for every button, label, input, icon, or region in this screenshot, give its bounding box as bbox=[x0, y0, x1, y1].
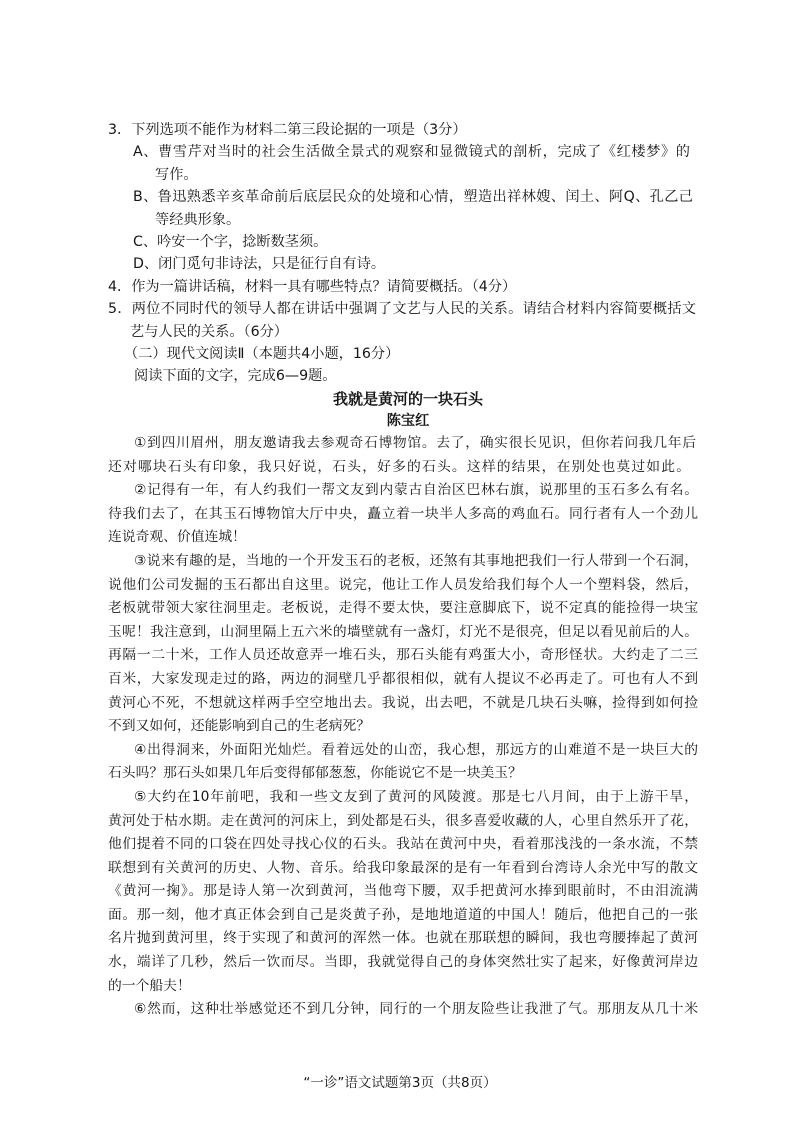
paragraph-4-line-1: ④出得洞来，外面阳光灿烂。看着远处的山峦，我心想，那远方的山难道不是一块巨大的 bbox=[134, 741, 698, 758]
paragraph-2-line-1: ②记得有一年，有人约我们一帮文友到内蒙古自治区巴林右旗，说那里的玉石多么有名。 bbox=[134, 482, 698, 499]
paragraph-3-line-3: 老板就带领大家往洞里走。老板说，走得不要太快，要注意脚底下，说不定真的能捡得一块宝 bbox=[108, 600, 698, 617]
article-title: 我就是黄河的一块石头 bbox=[332, 389, 483, 408]
paragraph-3-line-4: 玉呢！我注意到，山洞里隔上五六米的墙壁就有一盏灯，灯光不是很亮，但足以看见前后的人。 bbox=[108, 623, 698, 640]
option-d: D、闭门觅句非诗法，只是征行自有诗。 bbox=[133, 256, 386, 273]
option-a-line-1: A、曹雪芹对当时的社会生活做全景式的观察和显微镜式的剖析，完成了《红楼梦》的 bbox=[133, 144, 690, 161]
paragraph-3-line-7: 黄河心不死，不想就这样两手空空地出去。我说，出去吧，不就是几块石头嘛，捡得到如何捡 bbox=[108, 694, 698, 711]
paragraph-3-line-2: 说他们公司发掘的玉石都出自这里。说完，他让工作人员发给我们每个人一个塑料袋，然后， bbox=[108, 576, 698, 593]
reading-instruction: 阅读下面的文字，完成6—9题。 bbox=[134, 368, 337, 385]
question-3-stem: 3．下列选项不能作为材料二第三段论据的一项是（3分） bbox=[108, 122, 467, 138]
article-author: 陈宝红 bbox=[386, 413, 430, 430]
paragraph-5-line-9: 的一个船夫！ bbox=[108, 977, 191, 994]
paragraph-5-line-2: 黄河处于枯水期。走在黄河的河床上，到处都是石头，很多喜爱收藏的人，心里自然乐开了花， bbox=[108, 812, 698, 829]
paragraph-5-line-4: 联想到有关黄河的历史、人物、音乐。给我印象最深的是有一年看到台湾诗人余光中写的散文 bbox=[108, 859, 698, 876]
paragraph-5-line-7: 名片抛到黄河里，终于实现了和黄河的浑然一体。也就在那联想的瞬间，我也弯腰捧起了黄河 bbox=[108, 930, 698, 947]
paragraph-3-line-8: 不到又如何，还能影响到自己的生老病死？ bbox=[108, 718, 371, 735]
paragraph-1-line-1: ①到四川眉州，朋友邀请我去参观奇石博物馆。去了，确实很长见识，但你若问我几年后 bbox=[134, 435, 696, 451]
paragraph-5-line-1: ⑤大约在10年前吧，我和一些文友到了黄河的风陵渡。那是七八月间，由于上游干旱， bbox=[134, 788, 698, 805]
article-paragraph-6 bbox=[108, 998, 698, 1022]
paragraph-5-line-6: 面。那一刻，他才真正体会到自己是炎黄子孙，是地地道道的中国人！随后，他把自己的一张 bbox=[108, 906, 698, 923]
section-heading: （二）现代文阅读Ⅱ（本题共4小题，16分） bbox=[124, 345, 400, 362]
option-b-line-2: 等经典形象。 bbox=[155, 211, 241, 228]
questions-section bbox=[108, 119, 698, 432]
option-a-line-2: 写作。 bbox=[155, 166, 198, 183]
paragraph-2-line-3: 连说奇观、价值连城！ bbox=[108, 529, 246, 546]
paragraph-3-line-1: ③说来有趣的是，当地的一个开发玉石的老板，还煞有其事地把我们一行人带到一个石洞， bbox=[134, 552, 698, 569]
article-paragraph-2 bbox=[108, 479, 698, 550]
paragraph-3-line-5: 再隔一二十米，工作人员还故意弄一堆石头，那石头能有鸡蛋大小，奇形怪状。大约走了二三 bbox=[108, 647, 698, 664]
question-5-line-1: 5．两位不同时代的领导人都在讲话中强调了文艺与人民的关系。请结合材料内容简要概括文 bbox=[108, 301, 696, 318]
article-paragraph-3 bbox=[108, 550, 698, 739]
paragraph-2-line-2: 待我们去了，在其玉石博物馆大厅中央，矗立着一块半人多高的鸡血石。同行者有人一个劲儿 bbox=[108, 505, 698, 522]
article-paragraph-5 bbox=[108, 786, 698, 998]
paragraph-5-line-5: 《黄河一掬》。那是诗人第一次到黄河，当他弯下腰，双手把黄河水捧到眼前时，不由泪流满 bbox=[108, 883, 698, 900]
option-c: C、吟安一个字，捻断数茎须。 bbox=[133, 233, 328, 250]
question-5-line-2: 艺与人民的关系。（6分） bbox=[130, 323, 288, 340]
question-4: 4．作为一篇讲话稿，材料一具有哪些特点？请简要概括。（4分） bbox=[108, 278, 517, 295]
paragraph-4-line-2: 石头吗？那石头如果几年后变得郁郁葱葱，你能说它不是一块美玉？ bbox=[108, 765, 522, 782]
paragraph-5-line-3: 他们提着不同的口袋在四处寻找心仪的石头。我站在黄河中央，看着那浅浅的一条水流，不禁 bbox=[108, 836, 698, 853]
page-footer: “一诊”语文试题第3页（共8页） bbox=[303, 1075, 497, 1091]
article-body bbox=[108, 432, 698, 1022]
paragraph-1-line-2: 还对哪块石头有印象，我只好说，石头，好多的石头。这样的结果，在别处也莫过如此。 bbox=[108, 458, 690, 475]
paragraph-6-line-1: ⑥然而，这种壮举感觉还不到几分钟，同行的一个朋友险些让我泄了气。那朋友从几十米 bbox=[134, 1001, 698, 1018]
paragraph-5-line-8: 水，端详了几秒，然后一饮而尽。当即，我就觉得自己的身体突然壮实了起来，好像黄河岸边 bbox=[108, 954, 698, 971]
article-paragraph-1 bbox=[108, 432, 698, 479]
paragraph-3-line-6: 百米，大家发现走过的路，两边的洞壁几乎都很相似，就有人提议不必再走了。可也有人不到 bbox=[108, 670, 698, 687]
option-b-line-1: B、鲁迅熟悉辛亥革命前后底层民众的处境和心情，塑造出祥林嫂、闰土、阿Q、孔乙己 bbox=[133, 189, 693, 206]
article-paragraph-4 bbox=[108, 739, 698, 786]
